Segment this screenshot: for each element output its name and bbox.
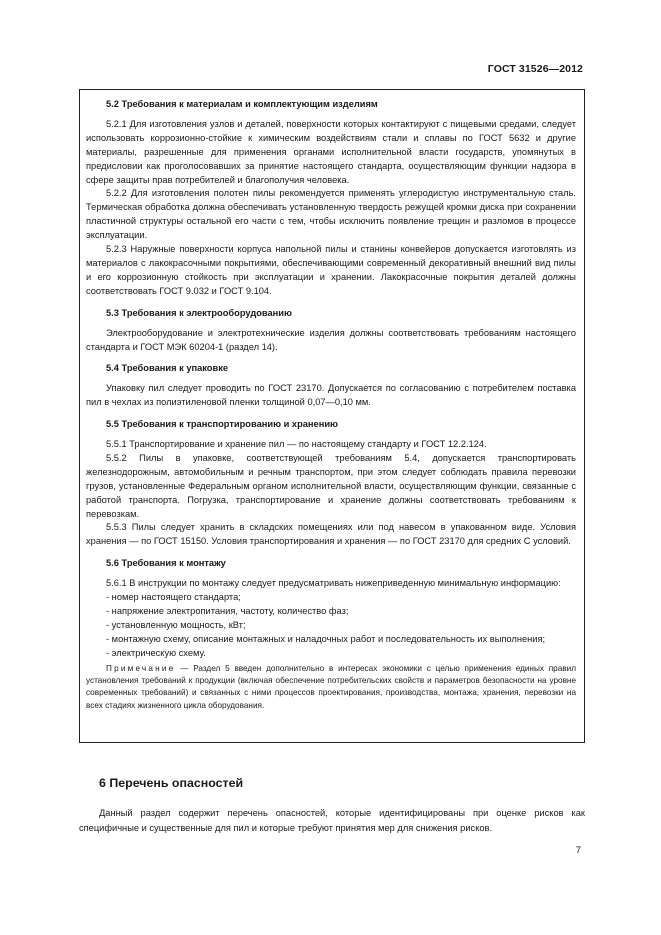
para-5-2-2: 5.2.2 Для изготовления полотен пилы рекомендуется применять углеродистую инструментальную сталь. Термическая обработка должна обеспечивать установленную твердость режущей кромки диска при сохранении пластичной структуры остальной его части с тем, чтобы исключить появление трещин и разломов в процессе эксплуатации.: [86, 188, 576, 241]
heading-5-6: 5.6 Требования к монтажу: [106, 558, 226, 569]
para-5-2-1: 5.2.1 Для изготовления узлов и деталей, поверхности которых контактируют с пищевыми средами, следует использовать коррозионно-стойкие к химическим воздействиям стали и сплавы по ГОСТ 5632 и другие материалы, разрешенные для применения органами исполнительной власти государств, упомянутых в предисловии как проголосовавших за принятие настоящего стандарта, осуществляющим функции надзора в сфере защиты прав потребителей и благополучия человека.: [86, 118, 576, 185]
para-section-6: Данный раздел содержит перечень опасностей, которые идентифицированы при оценке рисков как специфичные и существенные для пил и которые требуют принятия мер для снижения рисков.: [79, 808, 585, 833]
para-5-5-1: 5.5.1 Транспортирование и хранение пил — по настоящему стандарту и ГОСТ 12.2.124.: [106, 439, 487, 450]
heading-5-2: 5.2 Требования к материалам и комплектующим изделиям: [106, 99, 378, 109]
section-5-frame: [79, 89, 585, 743]
para-5-4: Упаковку пил следует проводить по ГОСТ 23170. Допускается по согласованию с потребителем поставка пил в чехлах из полиэтиленовой пленки толщиной 0,07—0,10 мм.: [86, 383, 576, 408]
heading-section-6: 6 Перечень опасностей: [99, 776, 244, 790]
list-item: - монтажную схему, описание монтажных и наладочных работ и последовательность их выполнения;: [106, 633, 546, 644]
heading-5-3: 5.3 Требования к электрооборудованию: [106, 307, 292, 318]
list-item: - установленную мощность, кВт;: [106, 619, 246, 630]
heading-5-5: 5.5 Требования к транспортированию и хранению: [106, 419, 338, 430]
document-code: ГОСТ 31526—2012: [487, 63, 583, 75]
para-5-5-3: 5.5.3 Пилы следует хранить в складских помещениях или под навесом в упакованном виде. Условия хранения — по ГОСТ 15150. Условия транспортирования и хранения — по ГОСТ 23170 для средних С условий.: [86, 522, 576, 547]
note-label: Примечание: [106, 663, 176, 673]
list-item: - электрическую схему.: [106, 647, 206, 658]
para-5-5-2: 5.5.2 Пилы в упаковке, соответствующей требованиям 5.4, допускается транспортировать железнодорожным, автомобильным и речным транспортом, при этом следует соблюдать правила перевозки грузов, установленные Федеральным органом исполнительной власти, осуществляющим функции, связанные с работой транспорта. Погрузка, транспортирование и хранение должны соответствовать требованиям к перевозкам.: [86, 452, 576, 519]
para-5-6-1: 5.6.1 В инструкции по монтажу следует предусматривать нижеприведенную минимальную информацию:: [106, 578, 561, 589]
list-item: - номер настоящего стандарта;: [106, 592, 241, 603]
note-text: — Раздел 5 введен дополнительно в интересах экономики с целью применения единых правил установления требований к продукции (включая обеспечение потребительских свойств и параметров безопасности на уровне современных требований) и связанных с ними процессов проектирования, производства, монтажа, хранения, перевозки на всех стадиях жизненного цикла оборудования.: [86, 663, 576, 710]
page-number: 7: [575, 845, 581, 856]
list-item: - напряжение электропитания, частоту, количество фаз;: [106, 606, 349, 616]
para-5-2-3: 5.2.3 Наружные поверхности корпуса напольной пилы и станины конвейеров допускается изготовлять из материалов с лакокрасочными покрытиями, обеспечивающими современный декоративный внешний вид пилы и его коррозионную стойкость при эксплуатации и хранении. Лакокрасочные покрытия деталей должны соответствовать ГОСТ 9.032 и ГОСТ 9.104.: [86, 244, 576, 296]
note: [86, 663, 576, 713]
heading-5-4: 5.4 Требования к упаковке: [106, 363, 229, 374]
para-5-3: Электрооборудование и электротехнические изделия должны соответствовать требованиям настоящего стандарта и ГОСТ МЭК 60204-1 (раздел 14).: [86, 327, 576, 352]
